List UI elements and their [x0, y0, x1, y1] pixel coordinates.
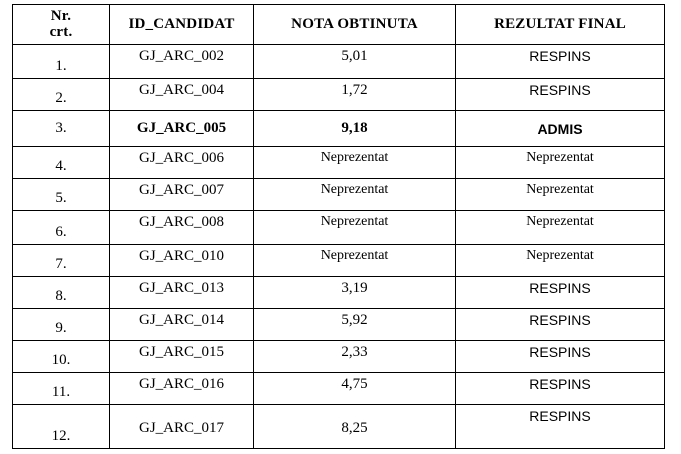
table-row — [13, 373, 665, 405]
final-result: RESPINS — [456, 405, 665, 449]
row-number: 4. — [13, 147, 110, 179]
final-result: Neprezentat — [456, 179, 665, 211]
grade-value: Neprezentat — [254, 147, 456, 179]
grade-value: Neprezentat — [254, 211, 456, 245]
grade-value: 3,19 — [254, 277, 456, 309]
header-nr-line1: Nr. — [50, 8, 72, 24]
row-number: 6. — [13, 211, 110, 245]
candidate-id: GJ_ARC_006 — [110, 147, 254, 179]
row-number: 8. — [13, 277, 110, 309]
final-result: RESPINS — [456, 79, 665, 111]
grade-value: Neprezentat — [254, 179, 456, 211]
candidate-id: GJ_ARC_015 — [110, 341, 254, 373]
final-result: Neprezentat — [456, 147, 665, 179]
row-number: 3. — [13, 111, 110, 147]
table-row — [13, 405, 665, 449]
header-nr-crt — [13, 5, 110, 45]
header-id-candidat: ID_CANDIDAT — [110, 5, 254, 45]
grade-value: Neprezentat — [254, 245, 456, 277]
candidate-id: GJ_ARC_002 — [110, 45, 254, 79]
table-row — [13, 277, 665, 309]
candidate-id: GJ_ARC_014 — [110, 309, 254, 341]
row-number: 10. — [13, 341, 110, 373]
grade-value: 9,18 — [254, 111, 456, 147]
table-row — [13, 309, 665, 341]
final-result: RESPINS — [456, 45, 665, 79]
results-table — [12, 4, 665, 449]
row-number: 11. — [13, 373, 110, 405]
table-row — [13, 245, 665, 277]
final-result: RESPINS — [456, 309, 665, 341]
table-row — [13, 79, 665, 111]
row-number: 12. — [13, 405, 110, 449]
table-row — [13, 211, 665, 245]
header-nota-obtinuta: NOTA OBTINUTA — [254, 5, 456, 45]
row-number: 2. — [13, 79, 110, 111]
grade-value: 4,75 — [254, 373, 456, 405]
final-result: ADMIS — [456, 111, 665, 147]
candidate-id: GJ_ARC_013 — [110, 277, 254, 309]
candidate-id: GJ_ARC_005 — [110, 111, 254, 147]
candidate-id: GJ_ARC_017 — [110, 405, 254, 449]
grade-value: 1,72 — [254, 79, 456, 111]
final-result: Neprezentat — [456, 245, 665, 277]
row-number: 5. — [13, 179, 110, 211]
header-row — [13, 5, 665, 45]
table-row — [13, 45, 665, 79]
candidate-id: GJ_ARC_004 — [110, 79, 254, 111]
candidate-id: GJ_ARC_010 — [110, 245, 254, 277]
row-number: 7. — [13, 245, 110, 277]
final-result: RESPINS — [456, 341, 665, 373]
grade-value: 5,92 — [254, 309, 456, 341]
candidate-id: GJ_ARC_007 — [110, 179, 254, 211]
candidate-id: GJ_ARC_016 — [110, 373, 254, 405]
grade-value: 8,25 — [254, 405, 456, 449]
table-row — [13, 147, 665, 179]
grade-value: 5,01 — [254, 45, 456, 79]
table-row-admitted — [13, 111, 665, 147]
header-rezultat-final: REZULTAT FINAL — [456, 5, 665, 45]
table-row — [13, 179, 665, 211]
final-result: RESPINS — [456, 277, 665, 309]
final-result: Neprezentat — [456, 211, 665, 245]
row-number: 1. — [13, 45, 110, 79]
final-result: RESPINS — [456, 373, 665, 405]
row-number: 9. — [13, 309, 110, 341]
table-row — [13, 341, 665, 373]
grade-value: 2,33 — [254, 341, 456, 373]
candidate-id: GJ_ARC_008 — [110, 211, 254, 245]
header-nr-line2: crt. — [49, 24, 73, 40]
